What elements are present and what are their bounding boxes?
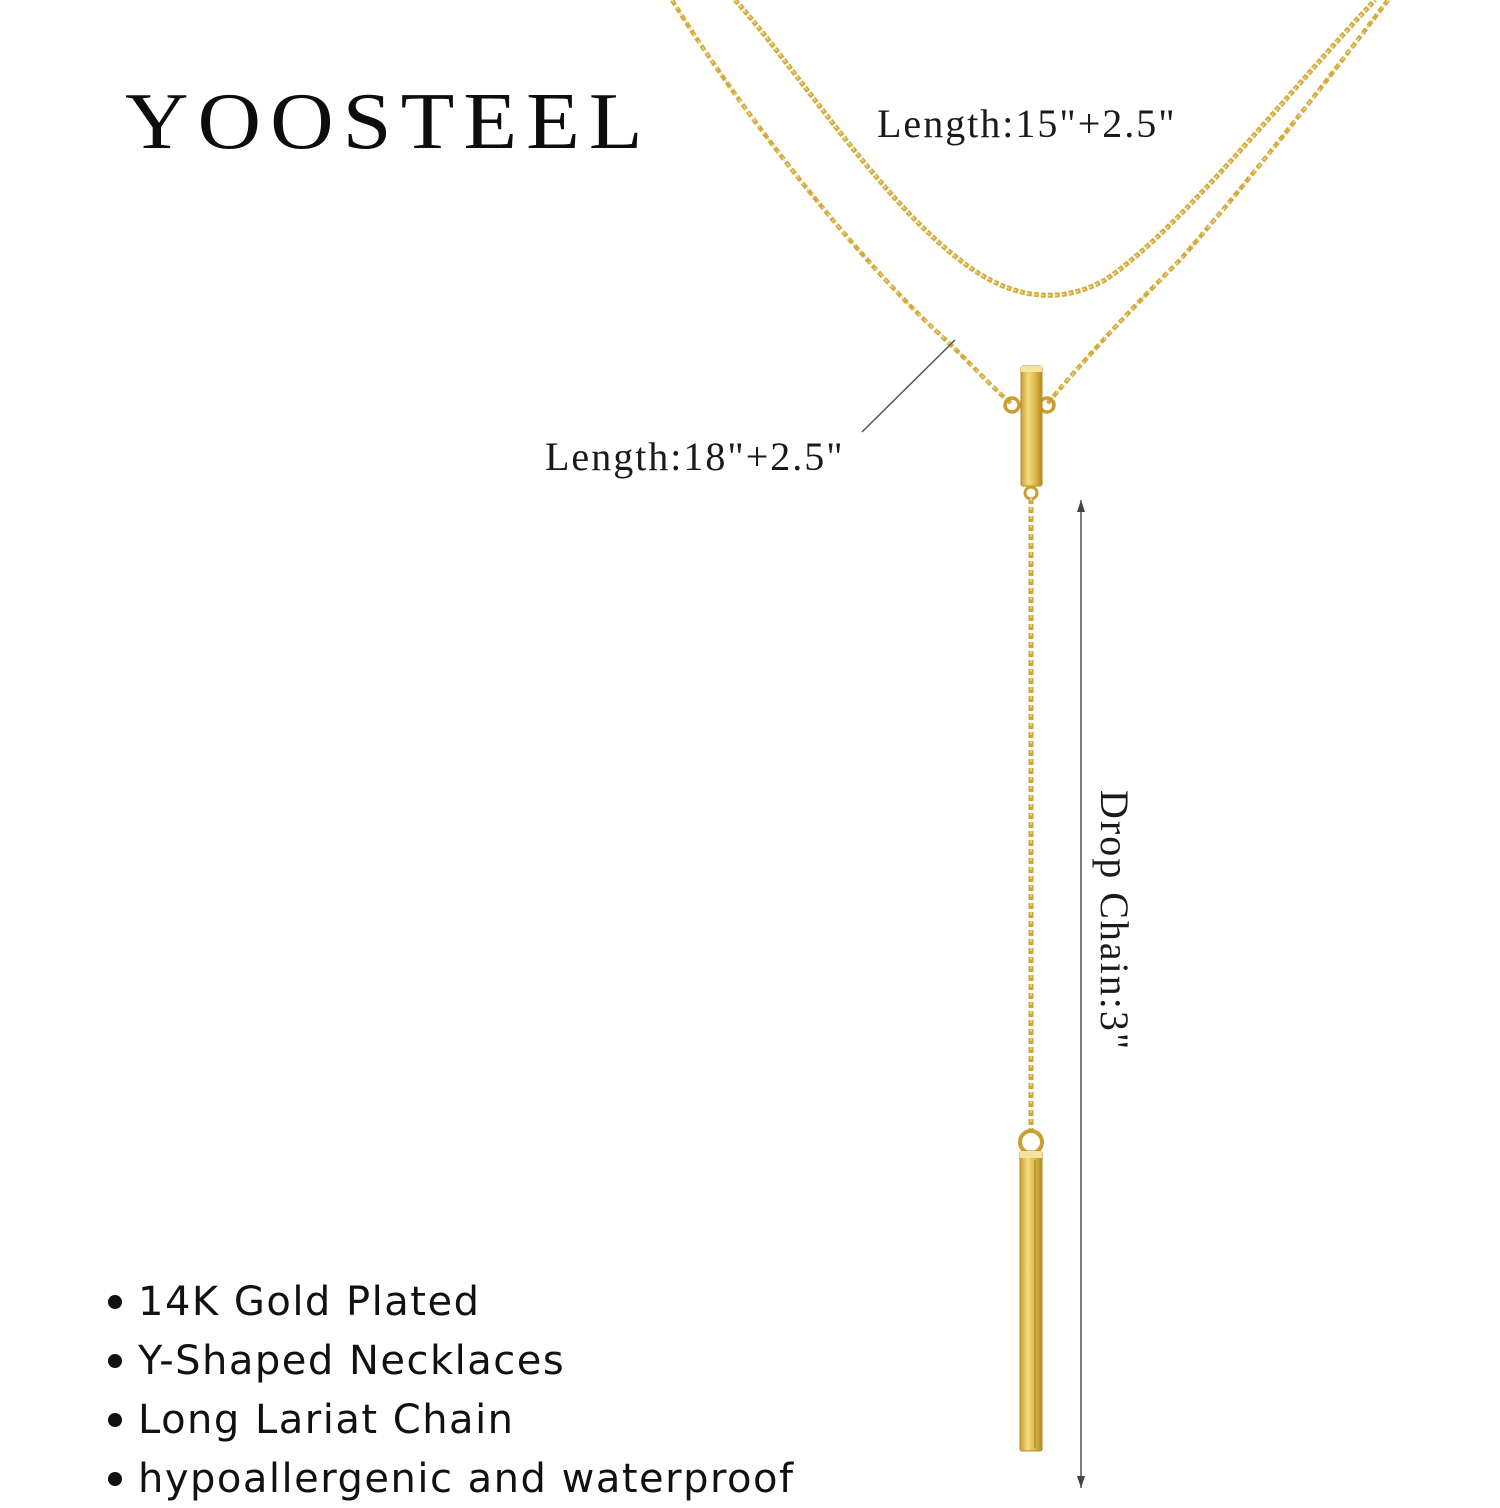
pendant-ring [1020,1131,1042,1153]
feature-text: 14K Gold Plated [138,1278,481,1325]
feature-text: hypoallergenic and waterproof [138,1455,795,1502]
feature-text: Long Lariat Chain [138,1396,515,1443]
short-chain [735,0,1375,295]
pendant-bar [1020,1151,1042,1451]
left-jump-ring [1005,398,1019,412]
feature-item [108,1331,795,1390]
connector-bar [1021,366,1042,486]
bullet-icon [108,1413,122,1427]
feature-item [108,1390,795,1449]
feature-list [108,1272,795,1508]
length-leader-line [862,340,955,432]
long-chain-right [1047,0,1388,404]
brand-logo: YOOSTEEL [125,77,652,167]
short-length-label: Length:15"+2.5" [877,101,1177,146]
bullet-icon [108,1472,122,1486]
feature-text: Y-Shaped Necklaces [138,1337,566,1384]
feature-item [108,1449,795,1508]
drop-chain-label: Drop Chain:3" [1092,790,1137,1052]
bullet-icon [108,1295,122,1309]
long-chain-left [672,0,1012,404]
feature-item [108,1272,795,1331]
bullet-icon [108,1354,122,1368]
long-length-label: Length:18"+2.5" [545,434,845,479]
